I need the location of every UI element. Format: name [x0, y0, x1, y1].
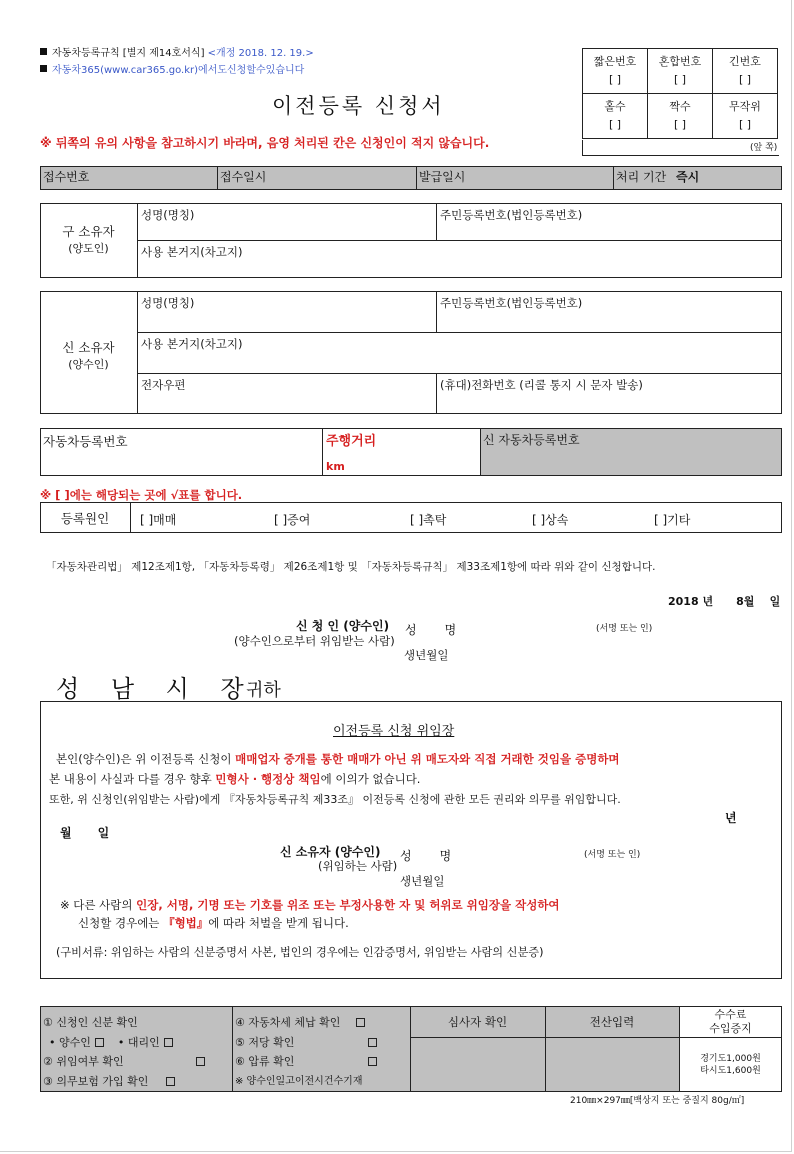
office-check-col2: ④ 자동차세 체납 확인 ⑤ 저당 확인 ⑥ 압류 확인 ※ 양수인일고이전시건수기재	[235, 1013, 377, 1091]
receipt-date-label: 접수일시	[220, 170, 267, 184]
bullet-square-icon	[40, 48, 47, 55]
applicant-birth-label: 생년월일	[404, 648, 449, 662]
applicant-name-label: 성 명	[405, 623, 457, 637]
old-owner-address-field[interactable]: 사용 본거지(차고지)	[137, 240, 782, 278]
vehicle-reg-no-field[interactable]: 자동차등록번호	[43, 434, 128, 449]
new-reg-no-label: 신 자동차등록번호	[483, 433, 580, 447]
applicant-sign-note: (서명 또는 인)	[596, 624, 653, 634]
forgery-warning-1: ※ 다른 사람의 인장, 서명, 기명 또는 기호를 위조 또는 부정사용한 자 및 허위로 위임장을 작성하여	[60, 898, 560, 912]
new-owner-id-field[interactable]: 주민등록번호(법인등록번호)	[436, 291, 782, 333]
processing-period-label: 처리 기간 즉시	[616, 170, 700, 184]
code-random[interactable]: 무작위 [ ]	[713, 94, 778, 139]
code-even[interactable]: 짝수 [ ]	[648, 94, 713, 139]
reason-sale-checkbox[interactable]: [ ]매매	[140, 513, 177, 527]
new-owner-email-field[interactable]: 전자우편	[137, 373, 437, 414]
new-owner-address-field[interactable]: 사용 본거지(차고지)	[137, 332, 782, 374]
delegation-paragraph-1: 본인(양수인)은 위 이전등록 신청이 매매업자 중개를 통한 매매가 아닌 위 매도자와 직접 거래한 것임을 증명하며	[56, 752, 620, 766]
delegator-label: 신 소유자 (양수인)	[280, 845, 381, 859]
office-use-border	[40, 1006, 782, 1092]
reason-label: 등록원인	[60, 511, 110, 526]
new-owner-title: 신 소유자 (양수인)	[62, 340, 115, 371]
reason-inheritance-checkbox[interactable]: [ ]상속	[532, 513, 569, 527]
fee-stamp-title: 수수료 수입증지	[709, 1008, 752, 1035]
front-page-note: (앞 쪽)	[750, 143, 778, 153]
delegation-section	[40, 701, 782, 979]
shade-notice: ※ 뒤쪽의 유의 사항을 참고하시기 바라며, 음영 처리된 칸은 신청인이 적지 않습니다.	[40, 136, 490, 150]
mileage-label: 주행거리	[326, 434, 377, 449]
old-owner-name-field[interactable]: 성명(명칭)	[137, 203, 437, 241]
delegation-paragraph-3: 또한, 위 신청인(위임받는 사람)에게 『자동차등록규칙 제33조』 이전등록 신청에 관한 모든 권리와 의무를 위임합니다.	[49, 793, 621, 806]
reason-other-checkbox[interactable]: [ ]기타	[654, 513, 691, 527]
delegation-title: 이전등록 신청 위임장	[333, 724, 455, 739]
old-owner-id-field[interactable]: 주민등록번호(법인등록번호)	[436, 203, 782, 241]
form-title: 이전등록 신청서	[272, 94, 445, 118]
delegation-paragraph-2: 본 내용이 사실과 다를 경우 향후 민형사 · 행정상 책임에 이의가 없습니다.	[49, 772, 421, 786]
applicant-label: 신 청 인 (양수인)	[296, 619, 390, 633]
reason-commission-checkbox[interactable]: [ ]촉탁	[410, 513, 447, 527]
fee-amounts: 경기도1,000원 타시도1,600원	[700, 1054, 761, 1076]
delegation-month-day: 월 일	[60, 826, 110, 840]
delegator-birth-label: 생년월일	[400, 874, 445, 888]
form-reference: 자동차등록규칙 [별지 제14호서식] <개정 2018. 12. 19.>	[40, 47, 314, 61]
online-notice: 자동차365(www.car365.go.kr)에서도신청할수있습니다	[40, 64, 304, 78]
code-short[interactable]: 짧은번호 [ ]	[583, 49, 648, 94]
office-check-col1: ① 신청인 신분 확인 • 양수인 • 대리인 ② 위임여부 확인 ③ 의무보험 가입 확인	[43, 1013, 205, 1091]
new-owner-name-field[interactable]: 성명(명칭)	[137, 291, 437, 333]
new-owner-phone-field[interactable]: (휴대)전화번호 (리콜 통지 시 문자 발송)	[436, 373, 782, 414]
mileage-unit: km	[326, 460, 345, 473]
code-odd[interactable]: 홀수 [ ]	[583, 94, 648, 139]
checkmark-notice: ※ [ ]에는 해당되는 곳에 √표를 합니다.	[40, 488, 243, 502]
code-long[interactable]: 긴번호 [ ]	[713, 49, 778, 94]
data-entry-label: 전산입력	[589, 1015, 635, 1029]
forgery-warning-2: 신청할 경우에는 『형법』에 따라 처벌을 받게 됩니다.	[78, 916, 349, 930]
recipient-suffix: 귀하	[246, 680, 281, 701]
old-owner-title: 구 소유자 (양도인)	[62, 224, 115, 255]
legal-basis-text: 「자동차관리법」 제12조제1항, 「자동차등록령」 제26조제1항 및 「자동차등록규칙」 제33조제1항에 따라 위와 같이 신청합니다.	[46, 561, 656, 573]
delegation-year: 년	[725, 811, 737, 825]
receipt-number-label: 접수번호	[43, 170, 90, 184]
applicant-sub: (양수인으로부터 위임받는 사람)	[234, 634, 395, 648]
required-documents: (구비서류: 위임하는 사람의 신분증명서 사본, 법인의 경우에는 인감증명서, 위임받는 사람의 신분증)	[56, 946, 544, 959]
number-type-table	[582, 48, 778, 139]
reason-gift-checkbox[interactable]: [ ]증여	[274, 513, 311, 527]
delegator-sign-note: (서명 또는 인)	[584, 850, 641, 860]
code-mixed[interactable]: 혼합번호 [ ]	[648, 49, 713, 94]
issue-date-label: 발급일시	[419, 170, 466, 184]
recipient-mayor: 성 남 시 장	[56, 675, 256, 703]
delegator-name-label: 성 명	[400, 849, 452, 863]
delegator-sub: (위임하는 사람)	[318, 859, 398, 873]
reviewer-check-label: 심사자 확인	[447, 1015, 508, 1029]
paper-spec: 210㎜×297㎜[백상지 또는 중질지 80g/㎡]	[570, 1096, 745, 1106]
application-date: 2018 년 8월 일	[668, 595, 781, 608]
bullet-square-icon	[40, 65, 47, 72]
